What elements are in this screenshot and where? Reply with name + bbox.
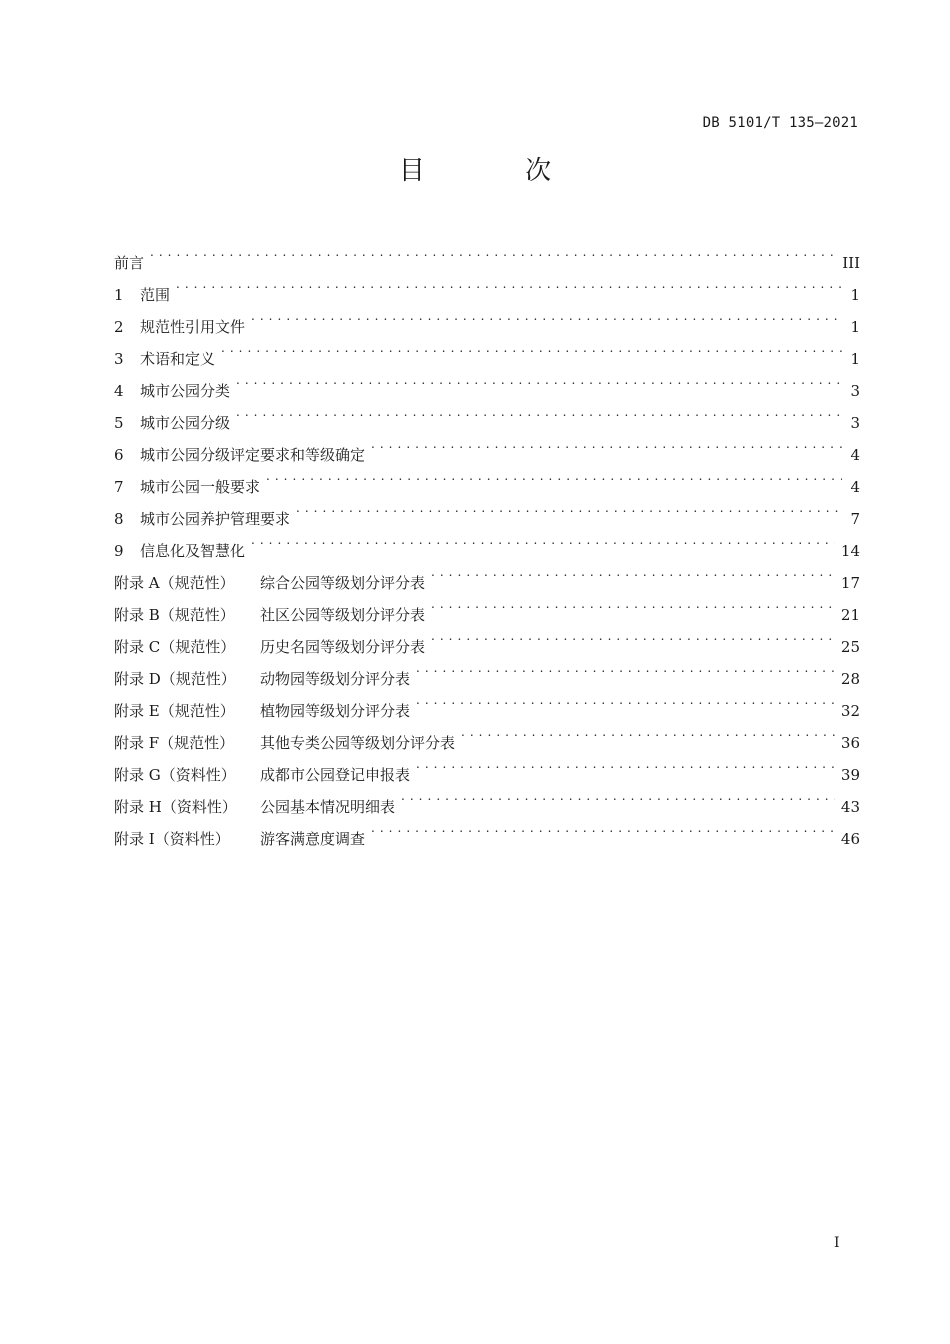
toc-entry[interactable] bbox=[114, 236, 860, 272]
toc-entry-number: 6 bbox=[114, 446, 124, 464]
toc-entry-label: 社区公园等级划分评分表 bbox=[260, 606, 426, 624]
toc-entry-label: 城市公园分类 bbox=[140, 382, 231, 400]
toc-dot-leader bbox=[296, 492, 842, 524]
toc-entry-number: 9 bbox=[114, 542, 124, 560]
toc-dot-leader bbox=[150, 236, 836, 268]
toc-entry-page: III bbox=[842, 254, 860, 272]
toc-dot-leader bbox=[416, 684, 835, 716]
toc-dot-leader bbox=[251, 524, 835, 556]
toc-entry-label: 历史名园等级划分评分表 bbox=[260, 638, 426, 656]
page-number: I bbox=[834, 1235, 840, 1251]
toc-entry-label: 其他专类公园等级划分评分表 bbox=[260, 734, 456, 752]
toc-entry-label: 信息化及智慧化 bbox=[140, 542, 246, 560]
toc-entry-label: 城市公园分级 bbox=[140, 414, 231, 432]
toc-dot-leader bbox=[461, 716, 835, 748]
toc-entry-appendix-prefix: 附录 G（资料性） bbox=[114, 766, 236, 784]
toc-entry-appendix-prefix: 附录 E（规范性） bbox=[114, 702, 235, 720]
toc-entry-appendix-prefix: 附录 I（资料性） bbox=[114, 830, 230, 848]
toc-dot-leader bbox=[371, 428, 842, 460]
toc-entry-label: 城市公园一般要求 bbox=[140, 478, 261, 496]
toc-entry-appendix-prefix: 附录 C（规范性） bbox=[114, 638, 236, 656]
toc-dot-leader bbox=[266, 460, 842, 492]
toc-entry-page: 1 bbox=[850, 318, 860, 336]
toc-entry-page: 17 bbox=[840, 574, 860, 592]
toc-dot-leader bbox=[401, 780, 835, 812]
toc-entry-number: 4 bbox=[114, 382, 124, 400]
toc-entry-page: 28 bbox=[840, 670, 860, 688]
table-of-contents bbox=[114, 236, 860, 848]
page-title: 目 次 bbox=[398, 156, 598, 186]
toc-dot-leader bbox=[236, 364, 842, 396]
toc-entry-page: 21 bbox=[840, 606, 860, 624]
toc-dot-leader bbox=[416, 748, 835, 780]
toc-entry-page: 3 bbox=[850, 382, 860, 400]
toc-entry-number: 2 bbox=[114, 318, 124, 336]
toc-entry-number: 3 bbox=[114, 350, 124, 368]
toc-entry[interactable] bbox=[114, 332, 860, 368]
toc-entry-label: 前言 bbox=[114, 254, 145, 272]
toc-entry-page: 1 bbox=[850, 286, 860, 304]
toc-entry-page: 43 bbox=[840, 798, 860, 816]
toc-dot-leader bbox=[416, 652, 835, 684]
toc-dot-leader bbox=[371, 812, 835, 844]
toc-dot-leader bbox=[221, 332, 842, 364]
toc-entry-label: 城市公园分级评定要求和等级确定 bbox=[140, 446, 366, 464]
toc-dot-leader bbox=[431, 620, 835, 652]
toc-entry-appendix-prefix: 附录 H（资料性） bbox=[114, 798, 237, 816]
toc-entry-page: 3 bbox=[850, 414, 860, 432]
document-code: DB 5101/T 135—2021 bbox=[702, 115, 858, 131]
toc-entry-page: 14 bbox=[840, 542, 860, 560]
toc-entry-appendix-prefix: 附录 A（规范性） bbox=[114, 574, 235, 592]
toc-entry-label: 游客满意度调查 bbox=[260, 830, 366, 848]
toc-entry-label: 动物园等级划分评分表 bbox=[260, 670, 411, 688]
toc-entry-label: 综合公园等级划分评分表 bbox=[260, 574, 426, 592]
toc-entry-page: 4 bbox=[850, 446, 860, 464]
toc-entry-page: 25 bbox=[840, 638, 860, 656]
toc-entry-page: 1 bbox=[850, 350, 860, 368]
toc-dot-leader bbox=[431, 556, 835, 588]
toc-entry-page: 7 bbox=[850, 510, 860, 528]
toc-entry-page: 4 bbox=[850, 478, 860, 496]
toc-entry[interactable] bbox=[114, 364, 860, 400]
toc-entry-page: 46 bbox=[840, 830, 860, 848]
toc-entry-appendix-prefix: 附录 D（规范性） bbox=[114, 670, 236, 688]
toc-entry-number: 8 bbox=[114, 510, 124, 528]
toc-dot-leader bbox=[431, 588, 835, 620]
toc-entry-number: 5 bbox=[114, 414, 124, 432]
toc-dot-leader bbox=[176, 268, 842, 300]
toc-entry-appendix-prefix: 附录 B（规范性） bbox=[114, 606, 235, 624]
toc-entry[interactable] bbox=[114, 300, 860, 336]
toc-entry-label: 规范性引用文件 bbox=[140, 318, 246, 336]
toc-entry-number: 7 bbox=[114, 478, 124, 496]
toc-entry-page: 36 bbox=[840, 734, 860, 752]
toc-entry-label: 范围 bbox=[140, 286, 171, 304]
toc-entry-page: 32 bbox=[840, 702, 860, 720]
toc-entry-label: 成都市公园登记申报表 bbox=[260, 766, 411, 784]
toc-dot-leader bbox=[236, 396, 842, 428]
toc-entry-label: 城市公园养护管理要求 bbox=[140, 510, 291, 528]
toc-dot-leader bbox=[251, 300, 842, 332]
toc-entry-page: 39 bbox=[840, 766, 860, 784]
toc-entry-appendix-prefix: 附录 F（规范性） bbox=[114, 734, 235, 752]
toc-entry[interactable] bbox=[114, 268, 860, 304]
toc-entry-label: 公园基本情况明细表 bbox=[260, 798, 396, 816]
toc-entry-label: 植物园等级划分评分表 bbox=[260, 702, 411, 720]
toc-entry-label: 术语和定义 bbox=[140, 350, 216, 368]
toc-entry-number: 1 bbox=[114, 286, 124, 304]
